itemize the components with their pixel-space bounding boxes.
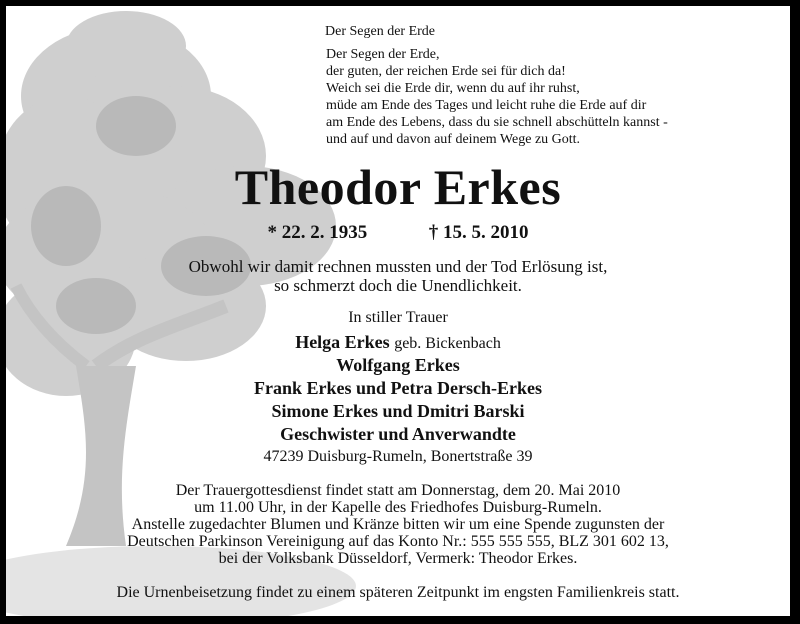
- obituary-notice: [6, 6, 790, 616]
- family-address: 47239 Duisburg-Rumeln, Bonertstraße 39: [263, 448, 533, 465]
- mourner-maiden-name: geb. Bickenbach: [394, 335, 501, 352]
- mourner-name: Geschwister und Anverwandte: [280, 424, 516, 444]
- birth-date: * 22. 2. 1935: [267, 222, 368, 243]
- quote-line: Obwohl wir damit rechnen mussten und der Tod Erlösung ist,: [188, 257, 608, 276]
- deceased-name: Theodor Erkes: [234, 159, 562, 215]
- service-line: Der Trauergottesdienst findet statt am Donnerstag, dem 20. Mai 2010: [175, 482, 621, 499]
- poem-line: am Ende des Lebens, dass du sie schnell abschütteln kannst -: [326, 115, 668, 130]
- mourning-quote: [6, 257, 790, 295]
- poem-line: Weich sei die Erde dir, wenn du auf ihr ruhst,: [326, 81, 580, 96]
- mourner-name: Frank Erkes und Petra Dersch-Erkes: [254, 378, 542, 398]
- quote-line: so schmerzt doch die Unendlichkeit.: [274, 276, 522, 295]
- death-date: † 15. 5. 2010: [428, 222, 529, 243]
- poem-title: Der Segen der Erde: [325, 24, 436, 39]
- mourners-intro: In stiller Trauer: [348, 309, 448, 326]
- mourner-name: Simone Erkes und Dmitri Barski: [271, 401, 525, 421]
- service-line: bei der Volksbank Düsseldorf, Vermerk: Theodor Erkes.: [218, 550, 578, 567]
- poem-line: und auf und davon auf deinem Wege zu Gott.: [326, 132, 581, 147]
- life-dates: [6, 222, 790, 244]
- service-line: um 11.00 Uhr, in der Kapelle des Friedhofes Duisburg-Rumeln.: [194, 499, 602, 516]
- poem-line: Der Segen der Erde,: [326, 47, 440, 62]
- service-line: Deutschen Parkinson Vereinigung auf das Konto Nr.: 555 555 555, BLZ 301 602 13,: [127, 533, 669, 550]
- service-line: Anstelle zugedachter Blumen und Kränze bitten wir um eine Spende zugunsten der: [131, 516, 665, 533]
- poem-line: der guten, der reichen Erde sei für dich da!: [326, 64, 566, 79]
- burial-note: Die Urnenbeisetzung findet zu einem späteren Zeitpunkt im engsten Familienkreis statt.: [116, 584, 680, 601]
- mourner-name: Helga Erkes: [295, 332, 390, 352]
- poem: [326, 46, 668, 148]
- service-details: [6, 482, 790, 567]
- poem-line: müde am Ende des Tages und leicht ruhe die Erde auf dir: [326, 98, 647, 113]
- mourner-name: Wolfgang Erkes: [336, 355, 460, 375]
